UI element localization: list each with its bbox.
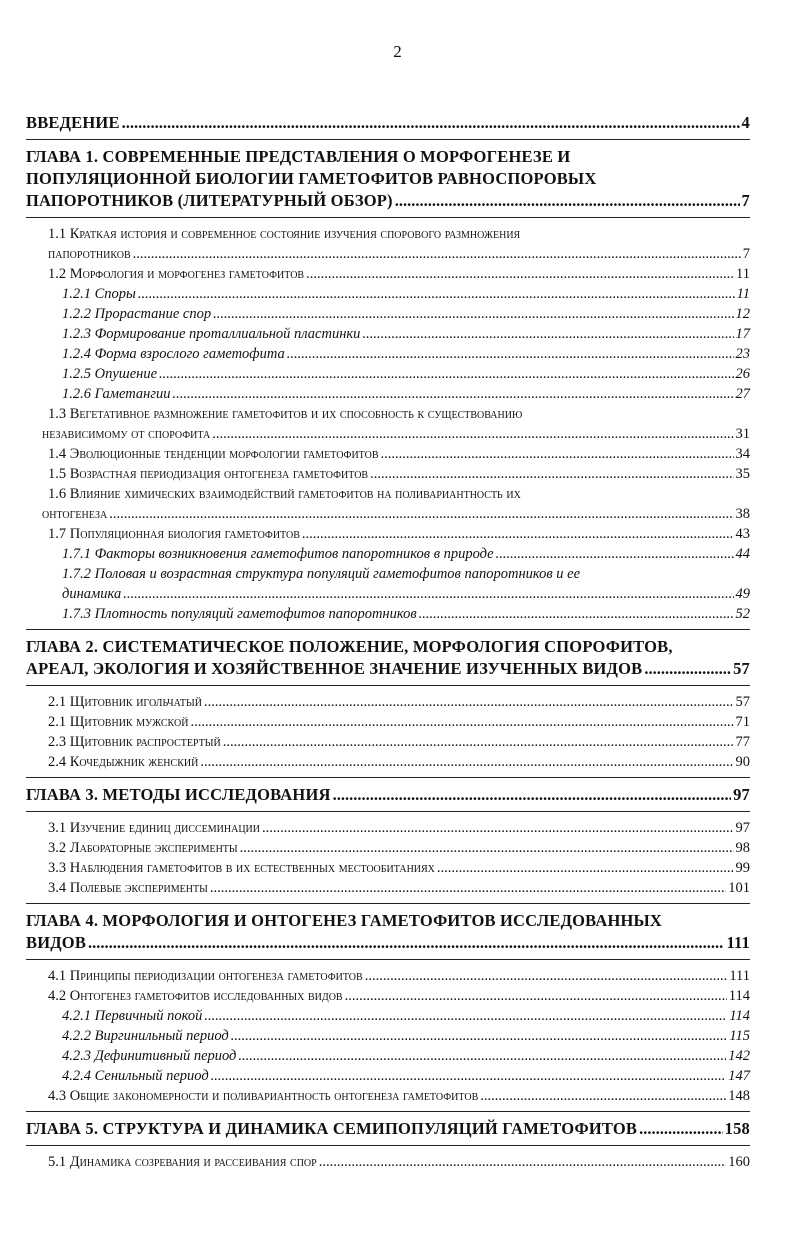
toc-page: 57 <box>733 659 750 678</box>
leader-dots <box>204 1006 727 1026</box>
toc-entry-title: 4.2.1 Первичный покой <box>62 1008 203 1024</box>
leader-dots <box>480 1086 726 1106</box>
toc-entry[interactable] <box>48 878 750 898</box>
leader-dots <box>345 986 727 1006</box>
toc-page: 35 <box>735 466 750 482</box>
toc-page: 111 <box>726 933 750 952</box>
toc-intro[interactable] <box>26 112 750 134</box>
toc-entry-title: 3.2 Лабораторные эксперименты <box>48 840 238 856</box>
leader-dots <box>240 838 734 858</box>
toc-entry[interactable] <box>48 966 750 986</box>
toc-page: 77 <box>735 734 750 750</box>
toc-entry[interactable] <box>62 544 750 564</box>
toc-entry[interactable] <box>48 464 750 484</box>
toc-entry-title: динамика <box>62 586 122 602</box>
toc-entry-title: 1.2.5 Опушение <box>62 366 158 382</box>
toc-entry[interactable] <box>62 344 750 364</box>
leader-dots <box>644 658 731 680</box>
toc-page: 7 <box>741 191 750 210</box>
toc-entry-title: 2.1 Щитовник игольчатый <box>48 694 202 710</box>
toc-page: 27 <box>735 386 750 402</box>
toc-page: 11 <box>736 286 750 302</box>
toc-page: 34 <box>735 446 750 462</box>
toc-chapter-1[interactable] <box>26 146 750 212</box>
toc-entry[interactable] <box>48 692 750 712</box>
leader-dots <box>231 1026 728 1046</box>
chapter-title: ГЛАВА 3. МЕТОДЫ ИССЛЕДОВАНИЯ <box>26 785 331 804</box>
chapter-title-line: ПОПУЛЯЦИОННОЙ БИОЛОГИИ ГАМЕТОФИТОВ РАВНОСПОРОВЫХ <box>26 169 597 188</box>
leader-dots <box>123 584 733 604</box>
toc-entry-title: 4.2.2 Виргинильный период <box>62 1028 229 1044</box>
toc-page: 160 <box>728 1154 750 1170</box>
toc-entry-title: 1.2.6 Гаметангии <box>62 386 171 402</box>
leader-dots <box>122 112 740 134</box>
toc-page: 142 <box>728 1048 750 1064</box>
leader-dots <box>306 264 734 284</box>
toc-entry-title: независимому от спорофита <box>42 426 211 442</box>
toc-page: 38 <box>735 506 750 522</box>
divider <box>26 685 750 686</box>
toc-entry[interactable] <box>48 264 750 284</box>
toc-entry[interactable] <box>48 1086 750 1106</box>
toc-entry-title: 2.1 Щитовник мужской <box>48 714 189 730</box>
leader-dots <box>319 1152 727 1172</box>
chapter-title-line: ГЛАВА 4. МОРФОЛОГИЯ И ОНТОГЕНЕЗ ГАМЕТОФИТОВ ИССЛЕДОВАННЫХ <box>26 911 663 930</box>
toc-entry-title: 3.1 Изучение единиц диссеминации <box>48 820 261 836</box>
toc-page: 115 <box>729 1028 750 1044</box>
toc-entry[interactable] <box>48 712 750 732</box>
leader-dots <box>287 344 734 364</box>
toc-entry-title: 3.4 Полевые эксперименты <box>48 880 208 896</box>
leader-dots <box>370 464 733 484</box>
toc-entry-title: 4.2 Онтогенез гаметофитов исследованных видов <box>48 988 343 1004</box>
leader-dots <box>109 504 733 524</box>
chapter-title-line: АРЕАЛ, ЭКОЛОГИЯ И ХОЗЯЙСТВЕННОЕ ЗНАЧЕНИЕ ИЗУЧЕННЫХ ВИДОВ <box>26 659 643 678</box>
toc-chapter-5[interactable] <box>26 1118 750 1140</box>
divider <box>26 1111 750 1112</box>
toc-entry[interactable] <box>62 1026 750 1046</box>
chapter-title-line: ГЛАВА 2. СИСТЕМАТИЧЕСКОЕ ПОЛОЖЕНИЕ, МОРФОЛОГИЯ СПОРОФИТОВ, <box>26 637 673 656</box>
toc-entry-title: 1.6 Влияние химических взаимодействий гаметофитов на поливариантность их <box>48 486 521 502</box>
toc-entry[interactable] <box>62 1006 750 1026</box>
chapter-title-line: ПАПОРОТНИКОВ (ЛИТЕРАТУРНЫЙ ОБЗОР) <box>26 191 393 210</box>
toc-page: 4 <box>741 113 750 132</box>
toc-entry[interactable] <box>26 404 750 444</box>
toc-entry-title: 1.2.2 Прорастание спор <box>62 306 212 322</box>
leader-dots <box>639 1118 723 1140</box>
toc-entry[interactable] <box>48 986 750 1006</box>
toc-page: 148 <box>728 1088 750 1104</box>
leader-dots <box>437 858 734 878</box>
leader-dots <box>238 1046 726 1066</box>
toc-entry-title: 5.1 Динамика созревания и рассеивания спор <box>48 1154 317 1170</box>
toc-page: 71 <box>735 714 750 730</box>
leader-dots <box>210 878 726 898</box>
toc-page: 111 <box>729 968 750 984</box>
toc-entry-title: 1.7.2 Половая и возрастная структура популяций гаметофитов папоротников и ее <box>62 566 581 582</box>
leader-dots <box>333 784 732 806</box>
chapter-title-line: ВИДОВ <box>26 933 87 952</box>
leader-dots <box>223 732 734 752</box>
toc-entry-title: 3.3 Наблюдения гаметофитов в их естественных местообитаниях <box>48 860 435 876</box>
toc-entry-title: 1.7.3 Плотность популяций гаметофитов папоротников <box>62 606 417 622</box>
toc-chapter-4[interactable] <box>26 910 750 954</box>
toc-entry-title: 1.1 Краткая история и современное состояние изучения спорового размножения <box>48 226 521 242</box>
toc-entry[interactable] <box>48 858 750 878</box>
toc-page: 97 <box>735 820 750 836</box>
toc-entry[interactable] <box>62 1046 750 1066</box>
leader-dots <box>173 384 734 404</box>
leader-dots <box>381 444 734 464</box>
toc-page: 11 <box>736 266 750 282</box>
toc-entry-title: 1.3 Вегетативное размножение гаметофитов и их способность к существованию <box>48 406 523 422</box>
toc-page: 90 <box>735 754 750 770</box>
toc-entry-title: 2.3 Щитовник распростертый <box>48 734 221 750</box>
leader-dots <box>190 712 733 732</box>
toc-page: 49 <box>735 586 750 602</box>
toc-entry[interactable] <box>48 1152 750 1172</box>
leader-dots <box>88 932 724 954</box>
divider <box>26 217 750 218</box>
toc-page: 7 <box>742 246 750 262</box>
toc-entry-title: 1.2.4 Форма взрослого гаметофита <box>62 346 285 362</box>
toc-entry[interactable] <box>48 444 750 464</box>
divider <box>26 139 750 140</box>
divider <box>26 629 750 630</box>
toc-entry[interactable] <box>26 224 750 264</box>
toc-entry-title: 1.2.1 Споры <box>62 286 136 302</box>
leader-dots <box>496 544 734 564</box>
leader-dots <box>204 692 734 712</box>
toc-entry[interactable] <box>26 484 750 524</box>
leader-dots <box>362 324 733 344</box>
toc-entry-title: ВВЕДЕНИЕ <box>26 113 120 132</box>
leader-dots <box>138 284 735 304</box>
toc-page: 44 <box>735 546 750 562</box>
divider <box>26 777 750 778</box>
chapter-title-line: ГЛАВА 1. СОВРЕМЕННЫЕ ПРЕДСТАВЛЕНИЯ О МОРФОГЕНЕЗЕ И <box>26 147 571 166</box>
leader-dots <box>365 966 728 986</box>
toc-entry[interactable] <box>62 1066 750 1086</box>
toc-entry[interactable] <box>48 732 750 752</box>
toc-page: 12 <box>735 306 750 322</box>
toc-page: 101 <box>728 880 750 896</box>
leader-dots <box>395 190 740 212</box>
leader-dots <box>213 304 733 324</box>
toc-entry-title: 1.4 Эволюционные тенденции морфологии гаметофитов <box>48 446 379 462</box>
toc-entry-title: 4.2.3 Дефинитивный период <box>62 1048 237 1064</box>
leader-dots <box>211 1066 727 1086</box>
toc-page: 147 <box>728 1068 750 1084</box>
toc-entry[interactable] <box>48 524 750 544</box>
toc-page: 114 <box>729 1008 750 1024</box>
toc-entry-title: онтогенеза <box>42 506 108 522</box>
page-number: 2 <box>393 42 402 61</box>
toc-entry-title: 2.4 Кочедыжник женский <box>48 754 199 770</box>
toc-page: 31 <box>735 426 750 442</box>
divider <box>26 903 750 904</box>
toc-page: 43 <box>735 526 750 542</box>
toc-entry-title: 4.3 Общие закономерности и поливариантность онтогенеза гаметофитов <box>48 1088 479 1104</box>
toc-entry-title: 1.5 Возрастная периодизация онтогенеза гаметофитов <box>48 466 369 482</box>
leader-dots <box>159 364 733 384</box>
toc-entry[interactable] <box>26 564 750 604</box>
toc-entry-title: 4.2.4 Сенильный период <box>62 1068 209 1084</box>
toc-entry[interactable] <box>48 818 750 838</box>
divider <box>26 959 750 960</box>
chapter-title: ГЛАВА 5. СТРУКТУРА И ДИНАМИКА СЕМИПОПУЛЯЦИЙ ГАМЕТОФИТОВ <box>26 1119 638 1138</box>
toc-page: 52 <box>735 606 750 622</box>
leader-dots <box>133 244 741 264</box>
toc-chapter-2[interactable] <box>26 636 750 680</box>
toc-page: 23 <box>735 346 750 362</box>
toc-entry-title: 1.7.1 Факторы возникновения гаметофитов папоротников в природе <box>62 546 494 562</box>
toc-entry[interactable] <box>62 304 750 324</box>
toc-page: 97 <box>733 785 750 804</box>
toc-page: 98 <box>735 840 750 856</box>
toc-entry-title: 1.2 Морфология и морфогенез гаметофитов <box>48 266 305 282</box>
toc-entry[interactable] <box>62 364 750 384</box>
table-of-contents <box>26 112 750 1172</box>
toc-entry-title: папоротников <box>48 246 131 262</box>
toc-page: 17 <box>735 326 750 342</box>
toc-entry[interactable] <box>62 604 750 624</box>
toc-entry-title: 4.1 Принципы периодизации онтогенеза гаметофитов <box>48 968 363 984</box>
toc-entry-title: 1.7 Популяционная биология гаметофитов <box>48 526 300 542</box>
divider <box>26 1145 750 1146</box>
divider <box>26 811 750 812</box>
toc-page: 158 <box>724 1119 750 1138</box>
toc-chapter-3[interactable] <box>26 784 750 806</box>
toc-entry[interactable] <box>62 324 750 344</box>
toc-entry[interactable] <box>62 384 750 404</box>
toc-page: 99 <box>735 860 750 876</box>
toc-entry[interactable] <box>62 284 750 304</box>
toc-entry-title: 1.2.3 Формирование проталлиальной пластинки <box>62 326 361 342</box>
toc-page: 57 <box>735 694 750 710</box>
leader-dots <box>212 424 733 444</box>
leader-dots <box>262 818 733 838</box>
toc-page: 26 <box>735 366 750 382</box>
leader-dots <box>302 524 734 544</box>
leader-dots <box>419 604 734 624</box>
toc-entry[interactable] <box>48 838 750 858</box>
leader-dots <box>200 752 733 772</box>
toc-entry[interactable] <box>48 752 750 772</box>
toc-page: 114 <box>728 988 750 1004</box>
